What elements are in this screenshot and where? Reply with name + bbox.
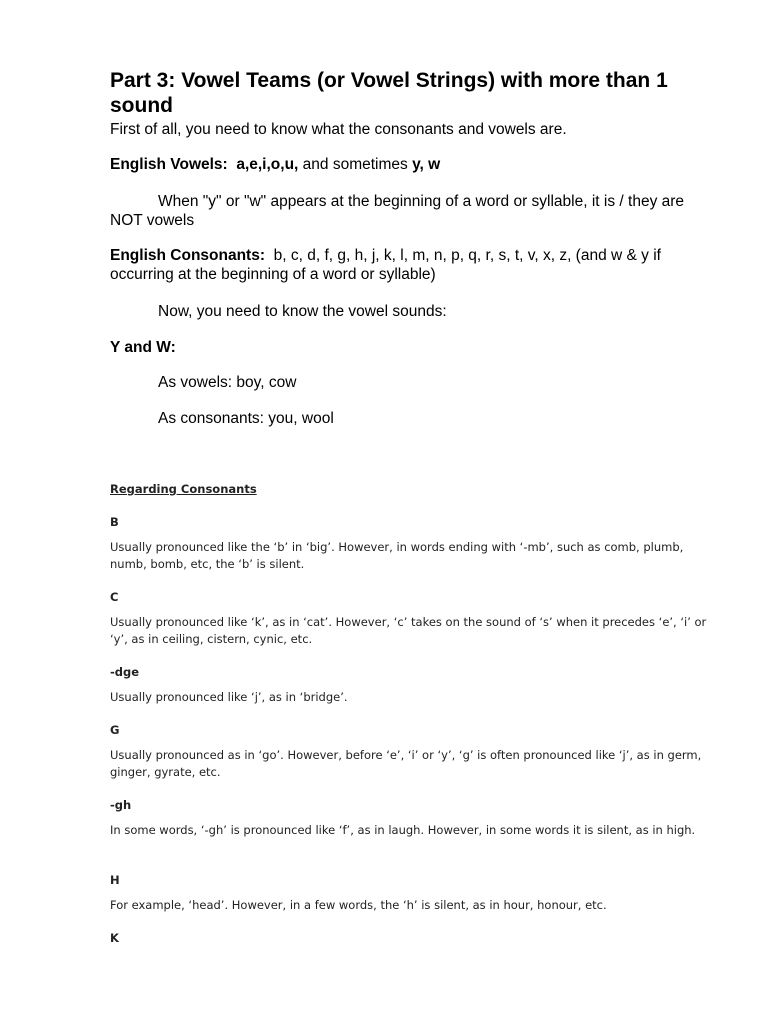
entry-letter-g: G (110, 723, 120, 737)
yw-as-consonants: As consonants: you, wool (158, 410, 334, 427)
consonants-label: English Consonants: (110, 247, 265, 264)
intro-text: First of all, you need to know what the consonants and vowels are. (110, 121, 567, 138)
yw-heading (110, 338, 720, 357)
yw-heading-text: Y and W: (110, 339, 176, 356)
vowels-label: English Vowels: (110, 156, 228, 173)
entry-letter-c: C (110, 590, 119, 604)
entry-letter-h: H (110, 873, 120, 887)
consonants-text: b, c, d, f, g, h, j, k, l, m, n, p, q, r, s, t, v, x, z, (and w & y if occurring at the beginning of a word or syllable) (110, 247, 661, 283)
entry-letter-k: K (110, 931, 119, 945)
vowel-sounds-intro: Now, you need to know the vowel sounds: (158, 303, 447, 320)
consonants-line (110, 246, 720, 284)
entry-text-g: Usually pronounced as in ‘go’. However, before ‘e’, ‘i’ or ‘y’, ‘g’ is often pronounced like ‘j’, as in germ, ginger, gyrate, etc. (110, 748, 702, 779)
regarding-consonants-heading: Regarding Consonants (110, 482, 257, 496)
vowels-middle: and sometimes (302, 156, 408, 173)
entry-text-b: Usually pronounced like the ‘b’ in ‘big’. However, in words ending with ‘-mb’, such as comb, plumb, numb, bomb, etc, the ‘b’ is silent. (110, 540, 684, 571)
entry-text-gh: In some words, ‘-gh’ is pronounced like ‘f’, as in laugh. However, in some words it is silent, as in high. (110, 823, 696, 837)
entry-text-h: For example, ‘head’. However, in a few words, the ‘h’ is silent, as in hour, honour, etc. (110, 898, 607, 912)
vowels-extra: y, w (412, 156, 441, 173)
entry-letter-b: B (110, 515, 119, 529)
vowels-line (110, 155, 720, 174)
entry-letter-gh: -gh (110, 798, 132, 812)
entry-text-dge: Usually pronounced like ‘j’, as in ‘bridge’. (110, 690, 348, 704)
vowels-note: When "y" or "w" appears at the beginning of a word or syllable, it is / they are NOT vowels (110, 193, 685, 229)
yw-as-vowels: As vowels: boy, cow (158, 374, 297, 391)
vowels-list: a,e,i,o,u, (236, 156, 299, 173)
entry-letter-dge: -dge (110, 665, 140, 679)
entry-text-c: Usually pronounced like ‘k’, as in ‘cat’. However, ‘c’ takes on the sound of ‘s’ when it precedes ‘e’, ‘i’ or ‘y’, as in ceiling, cistern, cynic, etc. (110, 615, 707, 646)
page-title: Part 3: Vowel Teams (or Vowel Strings) with more than 1 sound (110, 69, 668, 117)
